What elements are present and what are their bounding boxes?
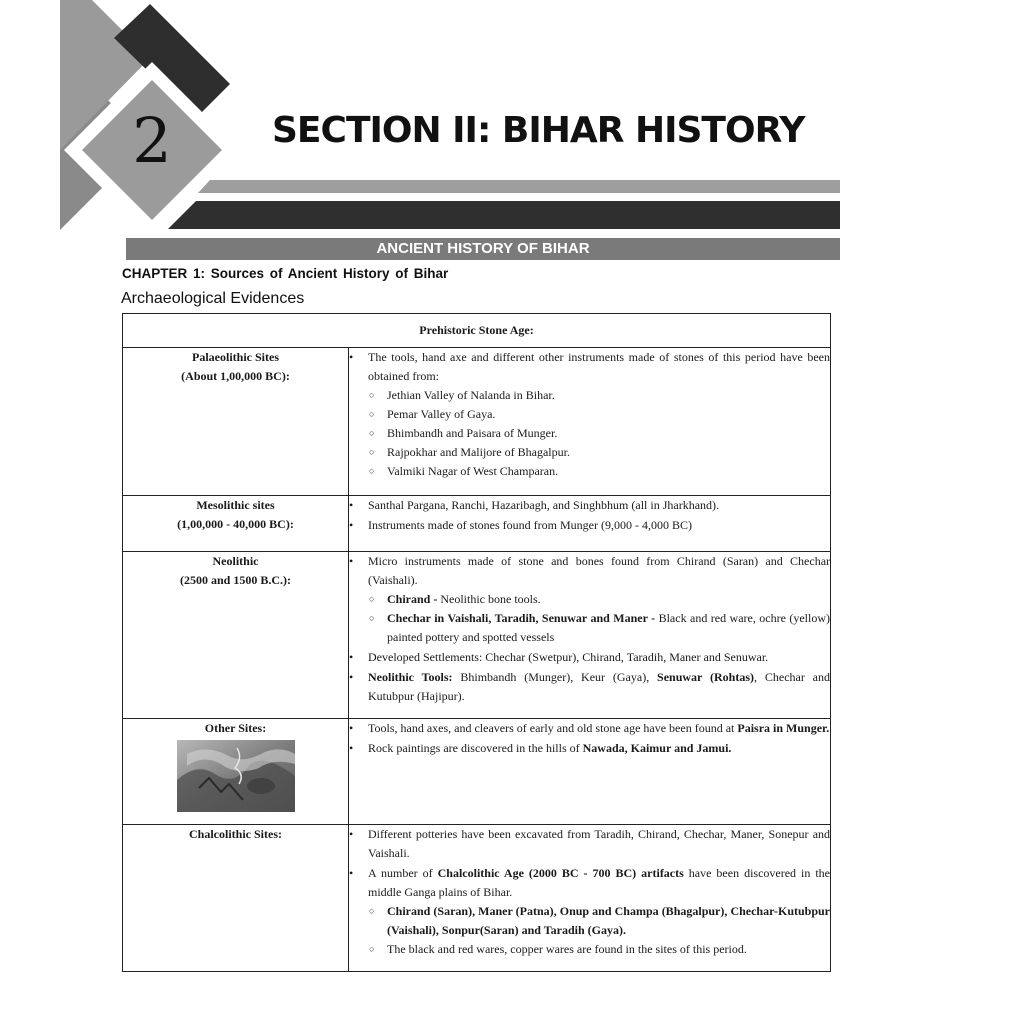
row-label-line: Chalcolithic Sites: <box>189 827 282 841</box>
row-label-line: (About 1,00,000 BC): <box>181 369 290 383</box>
sub-list-item <box>368 590 830 609</box>
topic-banner: ANCIENT HISTORY OF BIHAR <box>126 238 840 260</box>
bold-text: Chalcolithic Age (2000 BC - 700 BC) artifacts <box>437 866 684 880</box>
sub-list-item: ○ Rajpokhar and Malijore of Bhagalpur. <box>368 443 830 462</box>
bullet-text: The tools, hand axe and different other instruments made of stones of this period have been obtained from: <box>368 350 831 383</box>
bullet-text: Tools, hand axes, and cleavers of early and old stone age have been found at <box>368 721 738 735</box>
sub-text: Neolithic bone tools. <box>437 592 541 606</box>
list-item: • Different potteries have been excavated from Taradih, Chirand, Chechar, Maner, Sonepur and Vaishali. <box>349 825 830 863</box>
sub-list-item <box>368 609 830 647</box>
row-label-chalcolithic <box>123 825 349 972</box>
list-item <box>349 864 830 959</box>
sub-list-item: ○ The black and red wares, copper wares are found in the sites of this period. <box>368 940 830 959</box>
row-label-line: Other Sites: <box>204 721 267 735</box>
bullet-text: A number of <box>368 866 438 880</box>
row-label-line: (1,00,000 - 40,000 BC): <box>177 517 294 531</box>
sub-list-item: ○ Pemar Valley of Gaya. <box>368 405 830 424</box>
bold-text: Neolithic Tools: <box>368 670 453 684</box>
row-label-line: (2500 and 1500 B.C.): <box>179 573 291 587</box>
row-content-other <box>349 719 831 825</box>
row-label-palaeolithic <box>123 348 349 496</box>
table-row <box>123 496 831 552</box>
table-row <box>123 348 831 496</box>
row-label-other <box>123 719 349 825</box>
row-label-mesolithic <box>123 496 349 552</box>
list-item <box>349 552 830 647</box>
bullet-text: Rock paintings are discovered in the hills of <box>368 741 583 755</box>
bold-text: Chirand - <box>387 592 438 606</box>
rock-painting-image <box>177 740 295 812</box>
row-content-mesolithic <box>349 496 831 552</box>
chapter-heading: CHAPTER 1: Sources of Ancient History of Bihar <box>122 266 449 281</box>
bold-text: Chirand (Saran), Maner (Patna), Onup and Champa (Bhagalpur), Chechar-Kutubpur (Vaishali), Sonpur(Saran) and Taradih (Gaya). <box>387 904 831 937</box>
table-header-row <box>123 314 831 348</box>
bold-text: Senuwar (Rohtas) <box>657 670 755 684</box>
sub-list-item: ○ Bhimbandh and Paisara of Munger. <box>368 424 830 443</box>
sub-list-item: ○ Jethian Valley of Nalanda in Bihar. <box>368 386 830 405</box>
row-label-line: Mesolithic sites <box>196 498 275 512</box>
bullet-text: , Chechar and Kutubpur (Hajipur). <box>368 670 831 703</box>
table-row <box>123 719 831 825</box>
list-item <box>349 668 830 706</box>
sub-list-item <box>368 902 830 940</box>
bold-text: Nawada, Kaimur and Jamui. <box>582 741 732 755</box>
bullet-text: have been discovered in the middle Ganga plains of Bihar. <box>368 866 831 899</box>
row-label-line: Palaeolithic Sites <box>192 350 279 364</box>
table-title: Prehistoric Stone Age: <box>123 314 831 348</box>
sub-text: Black and red ware, ochre (yellow) painted pottery and spotted vessels <box>387 611 831 644</box>
section-title: SECTION II: BIHAR HISTORY <box>272 110 805 151</box>
list-item <box>349 348 830 481</box>
row-content-palaeolithic <box>349 348 831 496</box>
sub-heading: Archaeological Evidences <box>121 290 305 307</box>
section-number: 2 <box>132 104 172 177</box>
bullet-text: Bhimbandh (Munger), Keur (Gaya), <box>452 670 658 684</box>
list-item: • Developed Settlements: Chechar (Swetpur), Chirand, Taradih, Maner and Senuwar. <box>349 648 830 667</box>
header-dark-stripe <box>168 201 840 229</box>
bullet-text: Micro instruments made of stone and bones found from Chirand (Saran) and Chechar (Vaishali). <box>368 554 831 587</box>
list-item <box>349 739 830 758</box>
row-content-chalcolithic <box>349 825 831 972</box>
list-item: • Santhal Pargana, Ranchi, Hazaribagh, and Singhbhum (all in Jharkhand). <box>349 496 830 515</box>
list-item: • Instruments made of stones found from Munger (9,000 - 4,000 BC) <box>349 516 830 535</box>
header-light-stripe <box>198 180 840 193</box>
table-row <box>123 552 831 719</box>
row-label-line: Neolithic <box>212 554 259 568</box>
list-item <box>349 719 830 738</box>
sub-list-item: ○ Valmiki Nagar of West Champaran. <box>368 462 830 481</box>
row-label-neolithic <box>123 552 349 719</box>
bold-text: Chechar in Vaishali, Taradih, Senuwar and Maner - <box>387 611 656 625</box>
row-content-neolithic <box>349 552 831 719</box>
archaeology-table <box>122 313 831 972</box>
bold-text: Paisra in Munger. <box>737 721 830 735</box>
table-row <box>123 825 831 972</box>
